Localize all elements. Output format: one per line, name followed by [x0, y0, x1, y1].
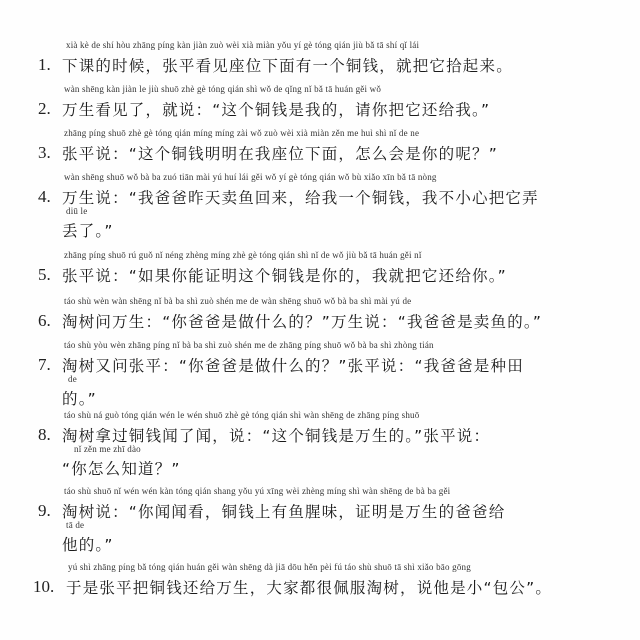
sentence-number: 5. — [38, 265, 51, 284]
hanzi-line: 淘树问万生：“你爸爸是做什么的？”万生说：“我爸爸是卖鱼的。” — [62, 313, 543, 331]
sentence-number: 2. — [38, 99, 51, 118]
hanzi-line: 他的。” — [62, 536, 114, 554]
sentence-number: 9. — [38, 501, 51, 520]
pinyin-line: táo shù yòu wèn zhāng píng nǐ bà ba shì zuò shén me de zhāng píng shuō wǒ bà ba shì zhòng tián — [64, 340, 434, 350]
sentence-number: 6. — [38, 311, 51, 330]
hanzi-line: 淘树说：“你闻闻看，铜钱上有鱼腥味，证明是万生的爸爸给 — [62, 503, 506, 521]
pinyin-line: táo shù wèn wàn shēng nǐ bà ba shì zuò shén me de wàn shēng shuō wǒ bà ba shì mài yú de — [64, 296, 412, 306]
pinyin-line: táo shù ná guò tóng qián wén le wén shuō zhè gè tóng qián shì wàn shēng de zhāng píng shuō — [64, 410, 420, 420]
hanzi-line: 的。” — [62, 390, 97, 408]
pinyin-line: diū le — [66, 206, 88, 216]
hanzi-line: 张平说：“这个铜钱明明在我座位下面，怎么会是你的呢？” — [62, 145, 498, 163]
hanzi-line: 丢了。” — [62, 222, 114, 240]
pinyin-line: tā de — [66, 520, 85, 530]
pinyin-line: de — [68, 374, 77, 384]
hanzi-line: 于是张平把铜钱还给万生，大家都很佩服淘树，说他是小“包公”。 — [66, 579, 553, 597]
sentence-number: 4. — [38, 187, 51, 206]
hanzi-line: 万生说：“我爸爸昨天卖鱼回来，给我一个铜钱，我不小心把它弄 — [62, 189, 539, 207]
pinyin-line: wàn shēng shuō wǒ bà ba zuó tiān mài yú huí lái gěi wǒ yí gè tóng qián wǒ bù xiǎo xīn bǎ tā nòng — [64, 172, 437, 182]
pinyin-line: nǐ zěn me zhī dào — [74, 444, 141, 454]
sentence-number: 8. — [38, 425, 51, 444]
hanzi-line: 张平说：“如果你能证明这个铜钱是你的，我就把它还给你。” — [62, 267, 507, 285]
pinyin-line: zhāng píng shuō rú guǒ nǐ néng zhèng míng zhè gè tóng qián shì nǐ de wǒ jiù bǎ tā huán gěi nǐ — [64, 250, 422, 260]
hanzi-line: “你怎么知道？” — [62, 460, 181, 478]
hanzi-line: 万生看见了，就说：“这个铜钱是我的，请你把它还给我。” — [62, 101, 491, 119]
pinyin-line: táo shù shuō nǐ wén wén kàn tóng qián shang yǒu yú xīng wèi zhèng míng shì wàn shēng de bà ba gěi — [64, 486, 451, 496]
pinyin-line: xià kè de shí hòu zhāng píng kàn jiàn zuò wèi xià miàn yǒu yí gè tóng qián jiù bǎ tā shí qǐ lái — [66, 40, 420, 50]
sentence-number: 10. — [33, 577, 55, 596]
sentence-number: 3. — [38, 143, 51, 162]
sentence-number: 1. — [38, 55, 51, 74]
hanzi-line: 下课的时候，张平看见座位下面有一个铜钱，就把它拾起来。 — [62, 57, 513, 75]
hanzi-line: 淘树拿过铜钱闻了闻，说：“这个铜钱是万生的。”张平说： — [62, 427, 491, 445]
sentence-number: 7. — [38, 355, 51, 374]
pinyin-line: yú shì zhāng píng bǎ tóng qián huán gěi wàn shēng dà jiā dōu hěn pèi fú táo shù shuō tā shì xiǎo bāo gōng — [68, 562, 471, 572]
pinyin-line: wàn shēng kàn jiàn le jiù shuō zhè gè tóng qián shì wǒ de qǐng nǐ bǎ tā huán gěi wǒ — [64, 84, 382, 94]
hanzi-line: 淘树又问张平：“你爸爸是做什么的？”张平说：“我爸爸是种田 — [62, 357, 524, 375]
pinyin-line: zhāng píng shuō zhè gè tóng qián míng míng zài wǒ zuò wèi xià miàn zěn me huì shì nǐ de ne — [64, 128, 420, 138]
